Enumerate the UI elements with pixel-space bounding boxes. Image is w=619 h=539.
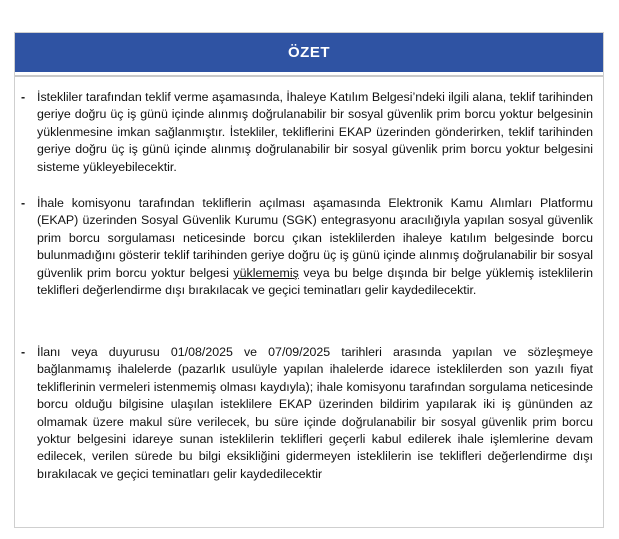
underlined-term: yüklememiş — [233, 265, 299, 280]
bullet-marker: - — [21, 345, 26, 359]
paragraph-text-after: veya bu belge dışında bir belge yüklemiş isteklilerin teklifleri değerlendirme dışı bırakılacak ve geçici teminatları gelir kaydedilecektir. — [37, 265, 593, 298]
summary-title: ÖZET — [288, 44, 330, 61]
paragraph-text: İlanı veya duyurusu 01/08/2025 ve 07/09/2025 tarihleri arasında yapılan ve sözleşmeye bağlanmamış ihalelerde (pazarlık usulüyle yapılan ihalelerde idarece isteklilerden son yazılı fiyat tekliflerinin vermeleri istenmemiş olması kaydıyla); ihale komisyonu tarafından sorgulama neticesinde borcu olduğu bilgisine ulaşılan isteklilere EKAP üzerinden bildirim yapılarak iki iş gününden az olmamak üzere makul süre verilecek, bu süre içinde doğrulanabilir bir sosyal güvenlik prim borcu yoktur belgesini idareye sunan isteklilerin teklifleri geçerli kabul edilerek ihale işlemlerine devam edilecek, verilen sürede bu bilgi eksikliğini gidermeyen isteklilerin ise teklifleri değerlendirme dışı bırakılacak ve geçici teminatları gelir kaydedilecektir — [37, 345, 593, 481]
paragraph-text — [37, 195, 593, 299]
summary-paragraph-2 — [21, 195, 593, 299]
summary-header — [15, 33, 603, 72]
bullet-marker: - — [21, 196, 26, 210]
paragraph-text-before: İhale komisyonu tarafından tekliflerin açılması aşamasında Elektronik Kamu Alımları Platformu (EKAP) üzerinden Sosyal Güvenlik Kurumu (SGK) entegrasyonu aracılığıyla yapılan sosyal güvenlik prim borcu sorgulaması neticesinde borcu çıkan isteklilerden ihaleye katılım belgesinde borcu bulunmadığını gösterir teklif tarihinden geriye doğru üç iş günü içinde alınmış doğrulanabilir bir sosyal güvenlik prim borcu yoktur belgesi — [37, 196, 593, 280]
summary-paragraph-3 — [21, 344, 593, 483]
paragraph-text: İstekliler tarafından teklif verme aşamasında, İhaleye Katılım Belgesi’ndeki ilgili alana, teklif tarihinden geriye doğru üç iş günü içinde alınmış doğrulanabilir bir sosyal güvenlik prim borcu yoktur belgesinin yüklenmesine imkan sağlanmıştır. İstekliler, tekliflerini EKAP üzerinden gönderirken, teklif tarihinden geriye doğru üç iş günü içinde alınmış doğrulanabilir bir sosyal güvenlik prim borcu yoktur belgesini sisteme yükleyebilecektir. — [37, 90, 593, 174]
bullet-marker: - — [21, 90, 26, 104]
summary-box — [14, 32, 604, 528]
header-divider — [15, 75, 603, 77]
summary-paragraph-1 — [21, 89, 593, 176]
